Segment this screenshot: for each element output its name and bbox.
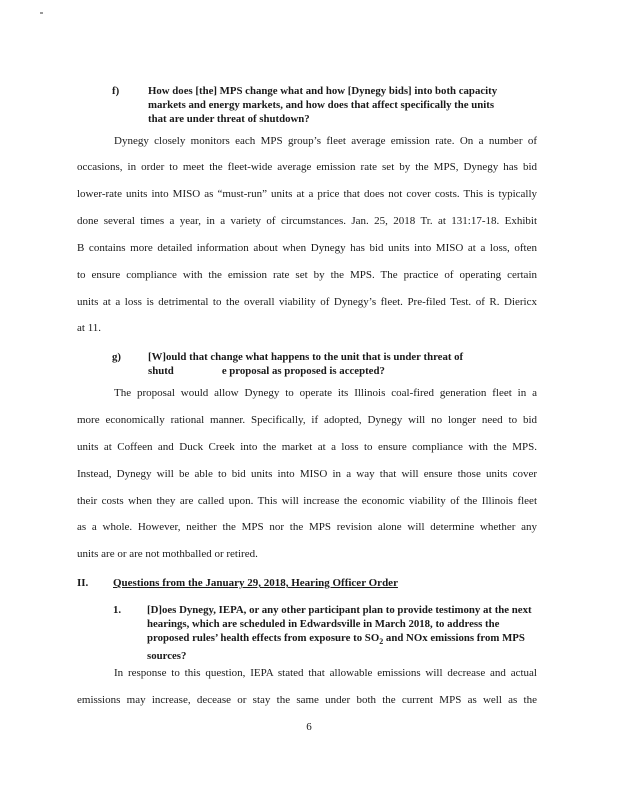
question-1-line: hearings, which are scheduled in Edwardsville in March 2018, to address the — [147, 618, 500, 630]
paragraph-line: Instead, Dynegy will be able to bid units into MISO in a way that will ensure those units cover — [77, 468, 537, 480]
question-g-line: [W]ould that change what happens to the unit that is under threat of — [148, 351, 464, 363]
paragraph-line: as a whole. However, neither the MPS nor the MPS revision alone will determine whether any — [77, 521, 537, 533]
paragraph-line: units at Coffeen and Duck Creek into the market at a loss to ensure compliance with the MPS. — [77, 441, 537, 453]
scan-mark — [40, 12, 43, 14]
question-1-fragment: and NOx emissions from MPS — [383, 632, 525, 644]
paragraph-line: to ensure compliance with the emission rate set by the MPS. The practice of operating certain — [77, 269, 537, 281]
paragraph-line: occasions, in order to meet the fleet-wide average emission rate set by the MPS, Dynegy has bid — [77, 161, 537, 173]
section-label: II. — [77, 577, 89, 589]
paragraph-line: more economically rational manner. Specifically, if adopted, Dynegy will no longer need to bid — [77, 414, 537, 426]
question-g-fragment: e proposal as proposed is accepted? — [221, 365, 385, 377]
paragraph-line: their costs when they are called upon. This will increase the economic viability of the Illinois fleet — [77, 495, 537, 507]
question-f-label: f) — [112, 85, 120, 97]
paragraph-line: B contains more detailed information about when Dynegy has bid units into MISO at a loss, often — [77, 242, 537, 254]
question-g-text — [148, 350, 538, 378]
paragraph-line: In response to this question, IEPA stated that allowable emissions will decrease and actual — [114, 667, 537, 679]
paragraph-line: done several times a year, in a variety of circumstances. Jan. 25, 2018 Tr. at 131:17-18. Exhibit — [77, 215, 537, 227]
question-1-text — [147, 603, 607, 663]
paragraph-line: at 11. — [77, 322, 102, 334]
question-f-line: that are under threat of shutdown? — [148, 113, 310, 125]
paragraph-line: Dynegy closely monitors each MPS group’s fleet average emission rate. On a number of — [114, 135, 537, 147]
paragraph-line: units at a loss is detrimental to the overall viability of Dynegy’s fleet. Pre-filed Test. of R. Diericx — [77, 296, 537, 308]
question-1-line: sources? — [147, 650, 187, 663]
section-title: Questions from the January 29, 2018, Hearing Officer Order — [113, 577, 398, 589]
paragraph-line: units are or are not mothballed or retired. — [77, 548, 258, 560]
subscript: 2 — [379, 637, 384, 647]
question-f-text — [148, 84, 538, 126]
paragraph-line: The proposal would allow Dynegy to operate its Illinois coal-fired generation fleet in a — [114, 387, 537, 399]
question-g-label: g) — [112, 351, 121, 363]
question-1-line — [147, 631, 607, 649]
page-number: 6 — [306, 721, 312, 733]
question-f-line: How does [the] MPS change what and how [Dynegy bids] into both capacity — [148, 85, 498, 97]
question-g-line — [148, 364, 538, 378]
question-g-fragment: shutd — [148, 365, 174, 377]
question-f-line: markets and energy markets, and how does that affect specifically the units — [148, 99, 495, 111]
question-1-line: [D]oes Dynegy, IEPA, or any other participant plan to provide testimony at the next — [147, 604, 532, 616]
paragraph-line: emissions may increase, decease or stay the same under both the current MPS as well as the — [77, 694, 537, 706]
paragraph-line: lower-rate units into MISO as “must-run” units at a price that does not cover costs. This is typically — [77, 188, 537, 200]
question-1-label: 1. — [113, 604, 122, 616]
question-1-fragment: proposed rules’ health effects from exposure to SO — [147, 632, 380, 644]
